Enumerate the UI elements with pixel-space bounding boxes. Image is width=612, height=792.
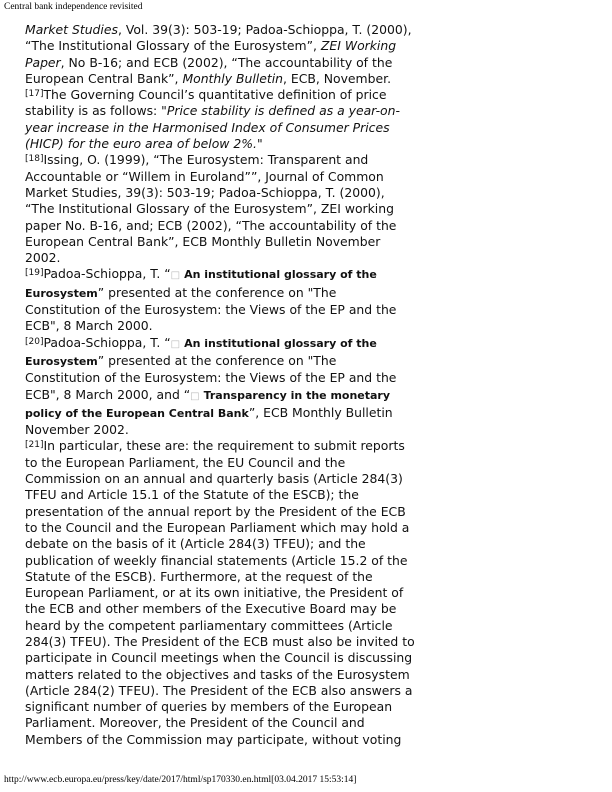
definition-quote: Price stability is defined as a year-on-year increase in the Harmonised Index of Consumer Prices (HICP) for the euro area of below 2%. <box>25 103 400 152</box>
footnote-21: [21]In particular, these are: the requirement to submit reports to the European Parliament, the EU Council and the Commission on an annual and quarterly basis (Article 284(3) TFEU and Article 15.1 of the Statute of the ESCB); the presentation of the annual report by the President of the ECB to the Council and the European Parliament which may hold a debate on the basis of it (Article 284(3) TFEU); and the publication of weekly financial statements (Article 15.2 of the Statute of the ESCB). Furthermore, at the request of the European Parliament, or at its own initiative, the President of the ECB and other members of the Executive Board may be heard by the competent parliamentary committees (Article 284(3) TFEU). The President of the ECB must also be invited to participate in Council meetings when the Council is discussing matters related to the objectives and tasks of the Eurosystem (Article 284(2) TFEU). The President of the ECB also answers a significant number of queries by members of the European Parliament. Moreover, the President of the Council and Members of the Commission may participate, without voting <box>25 438 415 747</box>
pdf-link-icon[interactable]: □ <box>170 270 181 282</box>
document-link[interactable]: An institutional glossary of the Eurosystem <box>25 268 377 300</box>
series-title: ZEI Working Paper <box>25 38 397 70</box>
pdf-link-icon[interactable]: □ <box>190 390 200 402</box>
pdf-link-icon[interactable]: □ <box>170 338 181 350</box>
footnote-number[interactable]: [18] <box>25 154 44 165</box>
journal-title: Market Studies <box>25 22 118 37</box>
footnote-number[interactable]: [17] <box>25 89 44 100</box>
footnote-18: [18]Issing, O. (1999), “The Eurosystem: Transparent and Accountable or “Willem in Euroland””, Journal of Common Market Studies, 39(3): 503-19; Padoa-Schioppa, T. (2000), “The Institutional Glossary of the Eurosystem”, ZEI working paper No. B-16, and; ECB (2002), “The accountability of the European Central Bank”, ECB Monthly Bulletin November 2002. <box>25 152 397 266</box>
document-link[interactable]: An institutional glossary of the Eurosystem <box>25 336 377 368</box>
footnote-number[interactable]: [20] <box>25 336 44 347</box>
footnote-number[interactable]: [19] <box>25 268 44 279</box>
page-footer-url: http://www.ecb.europa.eu/press/key/date/2017/html/sp170330.en.html[03.04.2017 15:53:14] <box>4 775 357 785</box>
document-link[interactable]: Transparency in the monetary policy of the European Central Bank <box>25 388 391 420</box>
footnote-20: [20]Padoa-Schioppa, T. “□ An institutional glossary of the Eurosystem” presented at the conference on "The Constitution of the Eurosystem: the Views of the EP and the ECB", 8 March 2000, and “□ Transparency in the monetary policy of the European Central Bank”, ECB Monthly Bulletin November 2002. <box>25 334 397 438</box>
bulletin-title: Monthly Bulletin <box>182 70 284 86</box>
page-header: Central bank independence revisited <box>4 2 143 12</box>
footnote-16-continued: Market Studies, Vol. 39(3): 503-19; Padoa-Schioppa, T. (2000), “The Institutional Glossary of the Eurosystem”, ZEI Working Paper, No B-16; and ECB (2002), “The accountability of the European Central Bank”, Monthly Bulletin, ECB, November. <box>25 22 412 86</box>
footnote-17: [17]The Governing Council’s quantitative definition of price stability is as follows: "Price stability is defined as a year-on-year increase in the Harmonised Index of Consumer Prices (HICP) for the euro area of below 2%." <box>25 87 400 152</box>
footnote-number[interactable]: [21] <box>25 440 44 451</box>
footnote-19: [19]Padoa-Schioppa, T. “□ An institutional glossary of the Eurosystem” presented at the conference on "The Constitution of the Eurosystem: the Views of the EP and the ECB", 8 March 2000. <box>25 266 397 334</box>
footnotes-content <box>25 22 415 748</box>
